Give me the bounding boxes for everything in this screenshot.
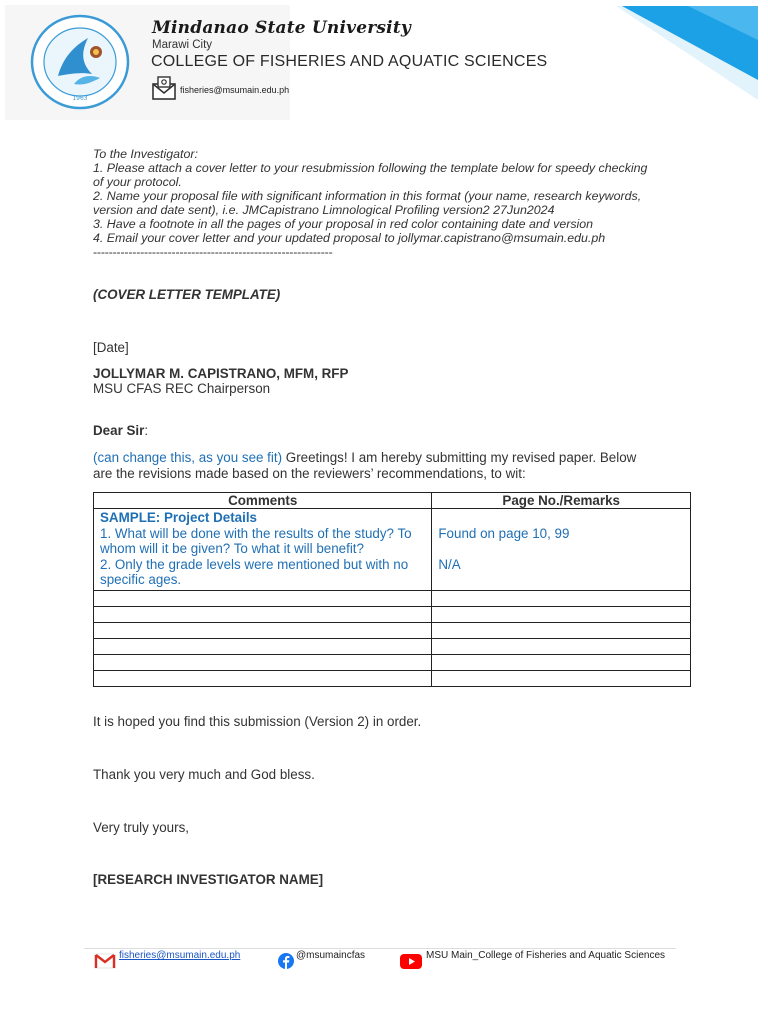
table-cell[interactable] <box>432 607 691 623</box>
table-row <box>94 591 691 607</box>
table-cell[interactable] <box>94 671 432 687</box>
city-name: Marawi City <box>152 39 213 51</box>
intro-line-2: are the revisions made based on the reviewers’ recommendations, to wit: <box>93 466 526 481</box>
instructions-divider: ------------------------------------------------------------- <box>93 245 333 259</box>
sample-comments-cell <box>94 509 432 591</box>
footer-email-link[interactable]: fisheries@msumain.edu.ph <box>119 950 241 961</box>
table-cell[interactable] <box>94 639 432 655</box>
table-cell[interactable] <box>432 591 691 607</box>
table-header-row <box>94 493 691 509</box>
editable-note: (can change this, as you see fit) <box>93 450 283 465</box>
intro-text-a: Greetings! I am hereby submitting my revised paper. Below <box>282 450 637 465</box>
footer-youtube[interactable]: MSU Main_College of Fisheries and Aquatic Sciences <box>426 950 666 961</box>
table-cell[interactable] <box>94 607 432 623</box>
sample-heading: SAMPLE: Project Details <box>100 510 258 525</box>
closing-line-1: It is hoped you find this submission (Version 2) in order. <box>93 714 422 729</box>
column-header-remarks: Page No./Remarks <box>432 493 691 509</box>
college-name: COLLEGE OF FISHERIES AND AQUATIC SCIENCES <box>151 53 548 70</box>
university-seal-icon <box>30 14 130 110</box>
table-row <box>94 509 691 591</box>
table-row <box>94 671 691 687</box>
header-email[interactable]: fisheries@msumain.edu.ph <box>180 85 290 95</box>
sample-remark-1: Found on page 10, 99 <box>438 525 570 541</box>
instruction-1b: of your protocol. <box>93 175 182 189</box>
corner-decoration <box>608 0 768 110</box>
letter-date: [Date] <box>93 340 129 355</box>
instruction-2a: 2. Name your proposal file with significant information in this format (your name, research keywords, <box>93 189 642 203</box>
template-title: (COVER LETTER TEMPLATE) <box>93 287 281 302</box>
table-row <box>94 607 691 623</box>
table-cell[interactable] <box>94 591 432 607</box>
instruction-2b: version and date sent), i.e. JMCapistrano Limnological Profiling version2 27Jun2024 <box>93 203 555 217</box>
addressee-name: JOLLYMAR M. CAPISTRANO, MFM, RFP <box>93 366 349 381</box>
column-header-comments: Comments <box>94 493 432 509</box>
letterhead <box>0 0 768 125</box>
signature-placeholder: [RESEARCH INVESTIGATOR NAME] <box>93 872 324 887</box>
table-cell[interactable] <box>432 671 691 687</box>
table-row <box>94 655 691 671</box>
envelope-icon <box>151 76 177 102</box>
table-row <box>94 639 691 655</box>
table-cell[interactable] <box>94 655 432 671</box>
revisions-table <box>93 492 691 687</box>
footer-facebook[interactable]: @msumaincfas <box>296 950 366 961</box>
facebook-icon <box>278 953 294 969</box>
salutation <box>93 423 148 438</box>
gmail-icon <box>94 953 116 969</box>
salutation-colon: : <box>144 423 149 438</box>
salutation-text: Dear Sir <box>93 423 145 438</box>
sample-remark-2: N/A <box>438 556 461 572</box>
sample-comment-2: 2. Only the grade levels were mentioned but with no specific ages. <box>100 556 409 587</box>
university-name: Mindanao State University <box>152 18 411 38</box>
addressee-title: MSU CFAS REC Chairperson <box>93 381 271 396</box>
instruction-4: 4. Email your cover letter and your updated proposal to jollymar.capistrano@msumain.edu.ph <box>93 231 606 245</box>
sample-comment-1: 1. What will be done with the results of the study? To whom will it be given? To what it will benefit? <box>100 525 412 556</box>
table-cell[interactable] <box>432 639 691 655</box>
closing-line-3: Very truly yours, <box>93 820 189 835</box>
instruction-1a: 1. Please attach a cover letter to your resubmission following the template below for speedy checking <box>93 161 648 175</box>
instruction-3: 3. Have a footnote in all the pages of your proposal in red color containing date and version <box>93 217 594 231</box>
table-cell[interactable] <box>432 655 691 671</box>
page-footer <box>84 948 676 971</box>
closing-line-2: Thank you very much and God bless. <box>93 767 315 782</box>
sample-remarks-cell <box>432 509 691 591</box>
instructions-greeting: To the Investigator: <box>93 147 198 161</box>
seal-year: 1963 <box>72 95 88 102</box>
intro-line-1 <box>93 450 636 465</box>
youtube-icon <box>400 954 422 969</box>
table-cell[interactable] <box>94 623 432 639</box>
table-row <box>94 623 691 639</box>
table-cell[interactable] <box>432 623 691 639</box>
